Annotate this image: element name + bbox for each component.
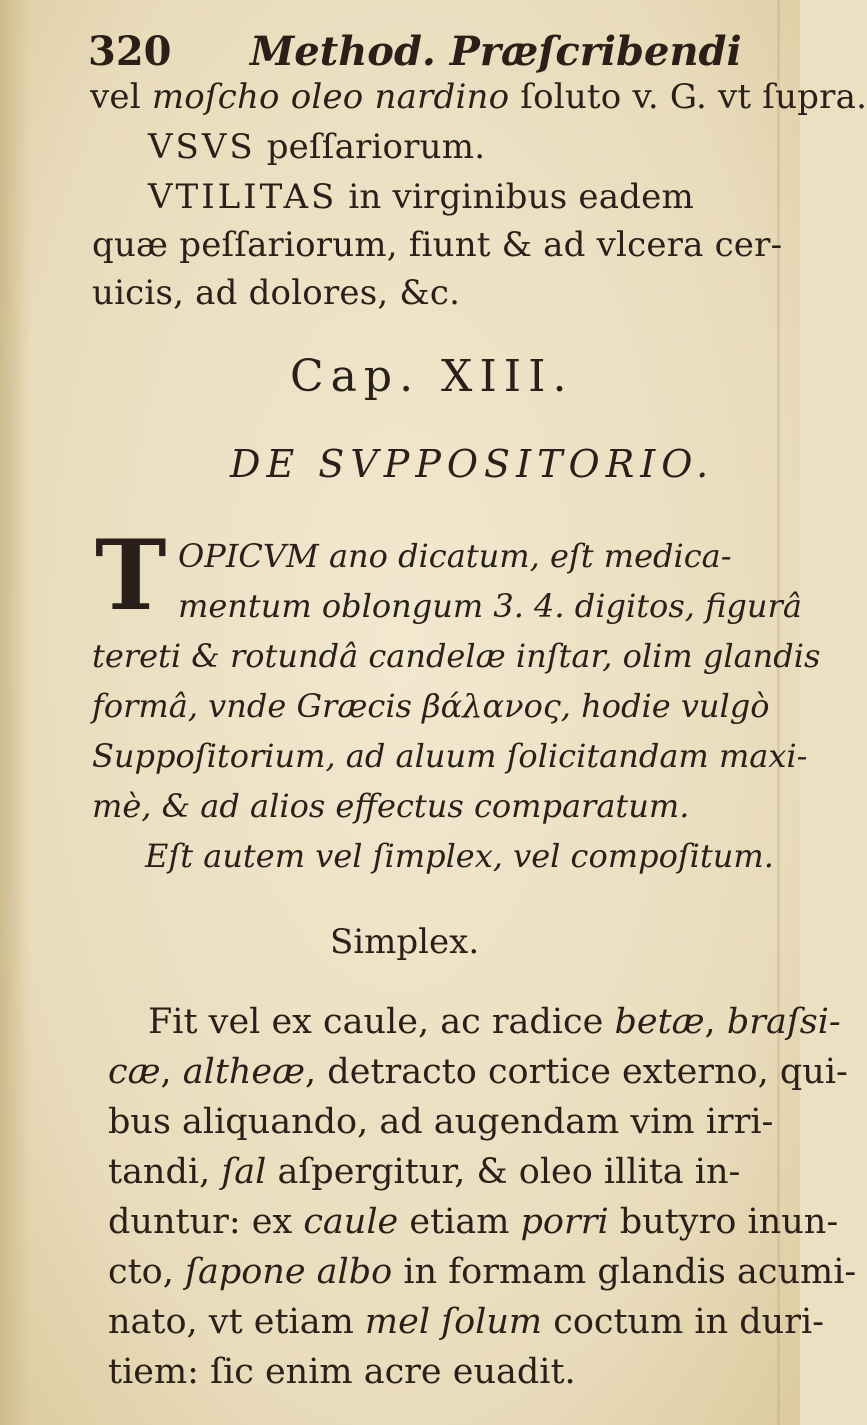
simplex-line-2 xyxy=(108,1052,848,1092)
text-span: ſoluto v. G. vt ſupra. xyxy=(509,77,867,117)
text-span: vel xyxy=(90,77,152,117)
text-span: , xyxy=(704,1002,727,1042)
definition-line-3: tereti & rotundâ candelæ inſtar, olim glandis xyxy=(92,637,821,675)
text-line-vel-moscho xyxy=(90,77,867,117)
chapter-label: Cap. XIII. xyxy=(290,351,574,402)
text-span: Fit vel ex caule, ac radice xyxy=(148,1002,615,1042)
text-span: cto, xyxy=(108,1252,185,1292)
italic-span: betæ xyxy=(614,1002,705,1042)
italic-span: ſapone albo xyxy=(185,1252,393,1292)
chapter-title: DE SVPPOSITORIO. xyxy=(230,442,715,486)
simplex-line-4 xyxy=(108,1152,741,1192)
page-gutter-shadow xyxy=(0,0,30,1425)
italic-span: caule xyxy=(303,1202,399,1242)
text-span: nato, vt etiam xyxy=(108,1302,365,1342)
text-span: , xyxy=(160,1052,183,1092)
simplex-line-1 xyxy=(148,1002,841,1042)
text-span: in formam glandis acumi- xyxy=(392,1252,857,1292)
usus-heading xyxy=(148,127,486,167)
italic-span: porri xyxy=(520,1202,609,1242)
text-span: tandi, xyxy=(108,1152,222,1192)
utilitas-line-3: uicis, ad dolores, &c. xyxy=(92,273,461,313)
caps-span: VTILITAS xyxy=(148,177,338,217)
simplex-line-6 xyxy=(108,1252,857,1292)
text-span: duntur: ex xyxy=(108,1202,304,1242)
utilitas-line-2: quæ peſſariorum, fiunt & ad vlcera cer- xyxy=(92,225,783,265)
italic-span: altheæ xyxy=(182,1052,306,1092)
simplex-heading: Simplex. xyxy=(330,922,480,962)
italic-span: mel ſolum xyxy=(364,1302,543,1342)
caps-span: VSVS xyxy=(148,127,256,167)
italic-span: braſsi- xyxy=(726,1002,841,1042)
page-number: 320 xyxy=(88,28,172,75)
italic-span: cæ xyxy=(108,1052,161,1092)
definition-line-4: formâ, vnde Græcis βάλανος, hodie vulgò xyxy=(92,687,770,725)
simplex-line-3: bus aliquando, ad augendam vim irri- xyxy=(108,1102,774,1142)
text-span: coctum in duri- xyxy=(542,1302,824,1342)
definition-line-1: OPICVM ano dicatum, eſt medica- xyxy=(178,537,732,575)
text-span: aſpergitur, & oleo illita in- xyxy=(266,1152,741,1192)
italic-span: ſal xyxy=(221,1152,267,1192)
text-span: , detracto cortice externo, qui- xyxy=(305,1052,848,1092)
text-span: butyro inun- xyxy=(608,1202,839,1242)
definition-line-2: mentum oblongum 3. 4. digitos, figurâ xyxy=(178,587,802,625)
text-span: etiam xyxy=(398,1202,521,1242)
italic-span: moſcho oleo nardino xyxy=(151,77,510,117)
text-span: in virginibus eadem xyxy=(337,177,694,217)
definition-line-7: Eſt autem vel ſimplex, vel compoſitum. xyxy=(145,837,774,875)
simplex-line-7 xyxy=(108,1302,824,1342)
simplex-line-8: tiem: ſic enim acre euadit. xyxy=(108,1352,576,1392)
definition-line-6: mè, & ad alios effectus comparatum. xyxy=(92,787,690,825)
simplex-line-5 xyxy=(108,1202,839,1242)
text-span: peſſariorum. xyxy=(255,127,486,167)
running-title: Method. Præſcribendi xyxy=(250,28,742,75)
definition-line-5: Suppoſitorium, ad aluum ſolicitandam maxi- xyxy=(92,737,808,775)
drop-cap: T xyxy=(95,519,167,632)
utilitas-line-1 xyxy=(148,177,694,217)
